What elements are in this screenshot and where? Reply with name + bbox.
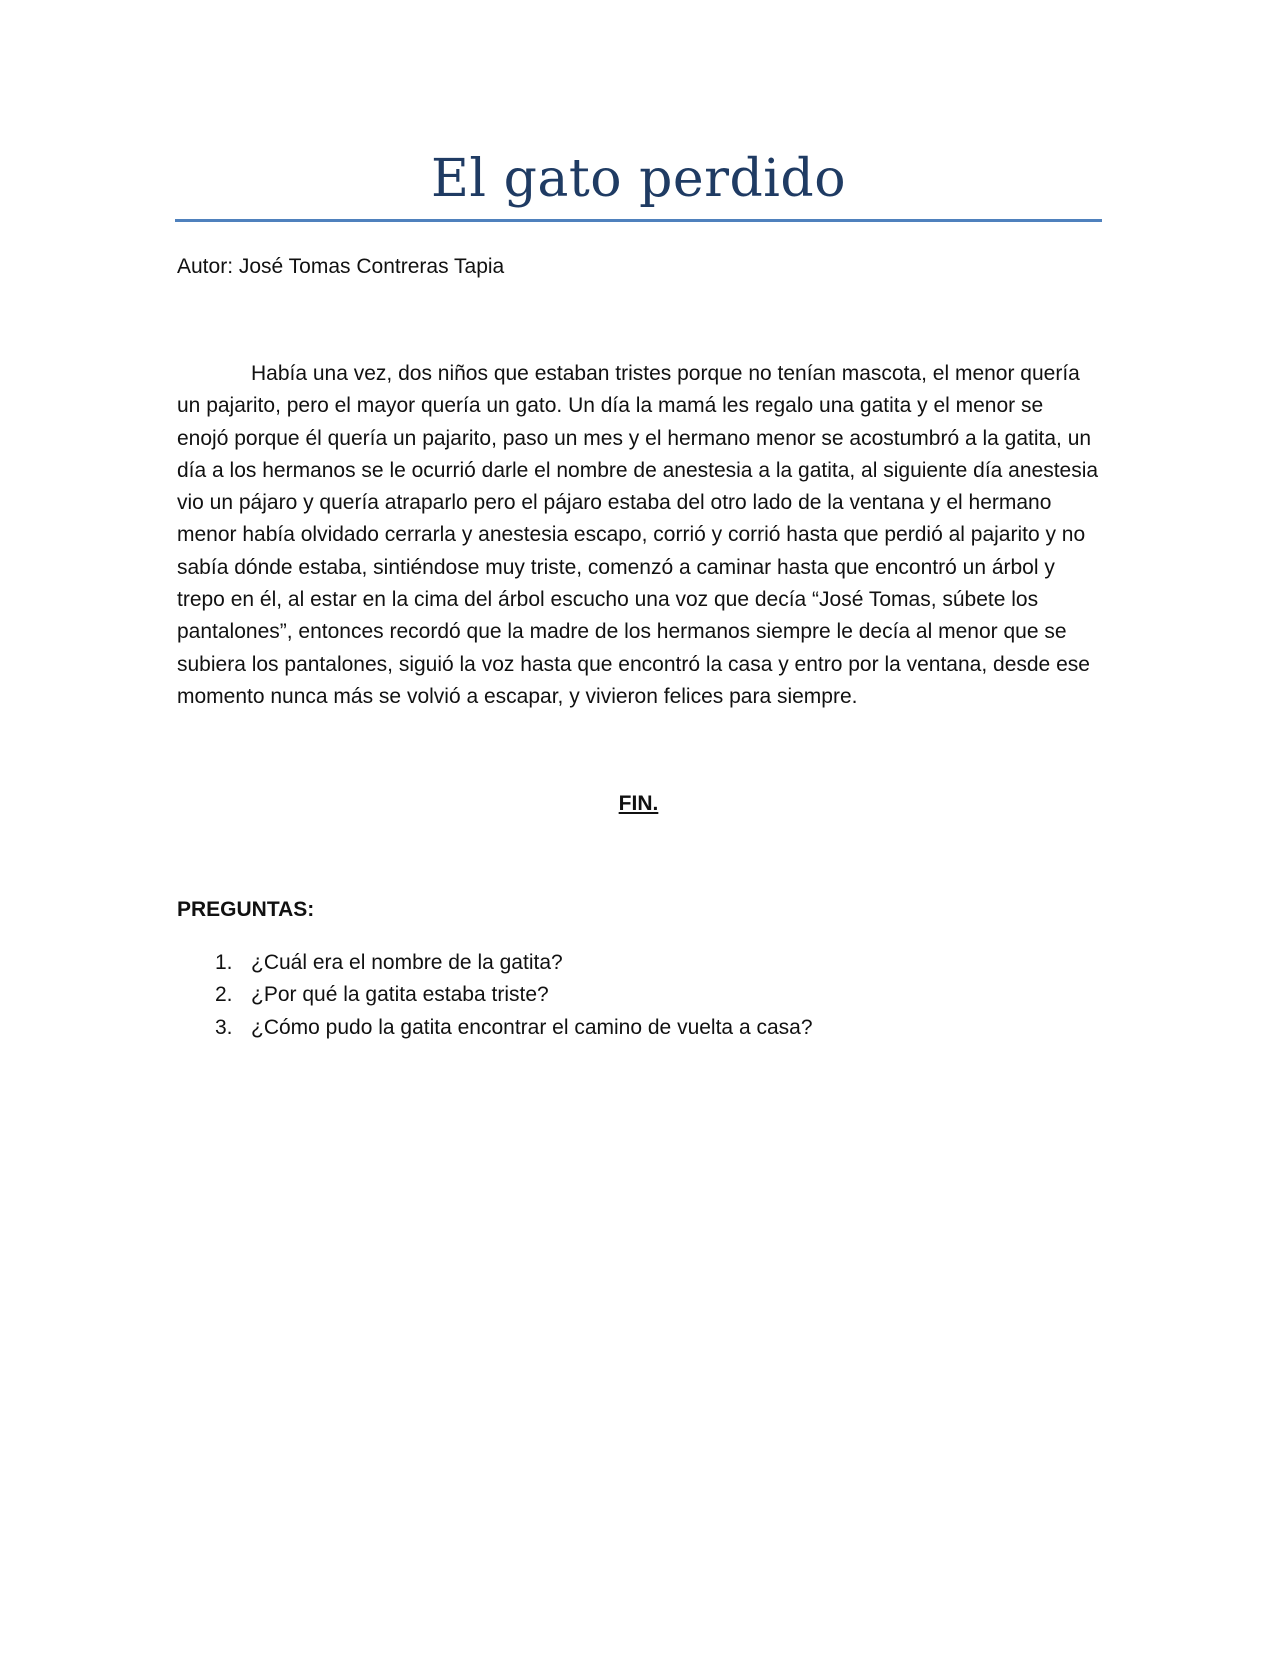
question-text: ¿Por qué la gatita estaba triste? xyxy=(251,983,549,1007)
question-number: 1. xyxy=(215,951,233,974)
author-line: Autor: José Tomas Contreras Tapia xyxy=(177,255,505,278)
story-line: menor había olvidado cerrarla y anestesia escapo, corrió y corrió hasta que perdió al pajarito y no xyxy=(177,523,1086,547)
page-title: El gato perdido xyxy=(430,149,847,209)
story-line: pantalones”, entonces recordó que la madre de los hermanos siempre le decía al menor que se xyxy=(177,620,1067,644)
story-line: momento nunca más se volvió a escapar, y vivieron felices para siempre. xyxy=(177,684,858,708)
question-text: ¿Cómo pudo la gatita encontrar el camino de vuelta a casa? xyxy=(251,1015,813,1039)
title-underline-rule xyxy=(175,219,1102,222)
question-item xyxy=(177,979,813,1011)
story-line: vio un pájaro y quería atraparlo pero el pájaro estaba del otro lado de la ventana y el hermano xyxy=(177,491,1052,515)
story-paragraph xyxy=(177,358,1102,713)
story-line-text: Había una vez, dos niños que estaban tristes porque no tenían mascota, el menor quería xyxy=(251,362,1080,385)
story-line: trepo en él, al estar en la cima del árbol escucho una voz que decía “José Tomas, súbete los xyxy=(177,588,1039,612)
fin-label: FIN. xyxy=(618,792,659,815)
story-line: día a los hermanos se le ocurrió darle el nombre de anestesia a la gatita, al siguiente día anestesia xyxy=(177,458,1099,482)
story-line xyxy=(177,358,1102,390)
question-number: 2. xyxy=(215,983,233,1007)
questions-heading: PREGUNTAS: xyxy=(177,898,315,921)
story-line: subiera los pantalones, siguió la voz hasta que encontró la casa y entro por la ventana, desde ese xyxy=(177,652,1090,676)
question-text: ¿Cuál era el nombre de la gatita? xyxy=(251,951,563,974)
question-item xyxy=(177,947,813,979)
story-line: un pajarito, pero el mayor quería un gato. Un día la mamá les regalo una gatita y el menor se xyxy=(177,394,1044,418)
questions-list xyxy=(177,947,813,1044)
question-number: 3. xyxy=(215,1015,233,1039)
story-line: sabía dónde estaba, sintiéndose muy triste, comenzó a caminar hasta que encontró un árbol y xyxy=(177,555,1055,579)
story-line: enojó porque él quería un pajarito, paso un mes y el hermano menor se acostumbró a la gatita, un xyxy=(177,426,1092,450)
question-item xyxy=(177,1012,813,1044)
